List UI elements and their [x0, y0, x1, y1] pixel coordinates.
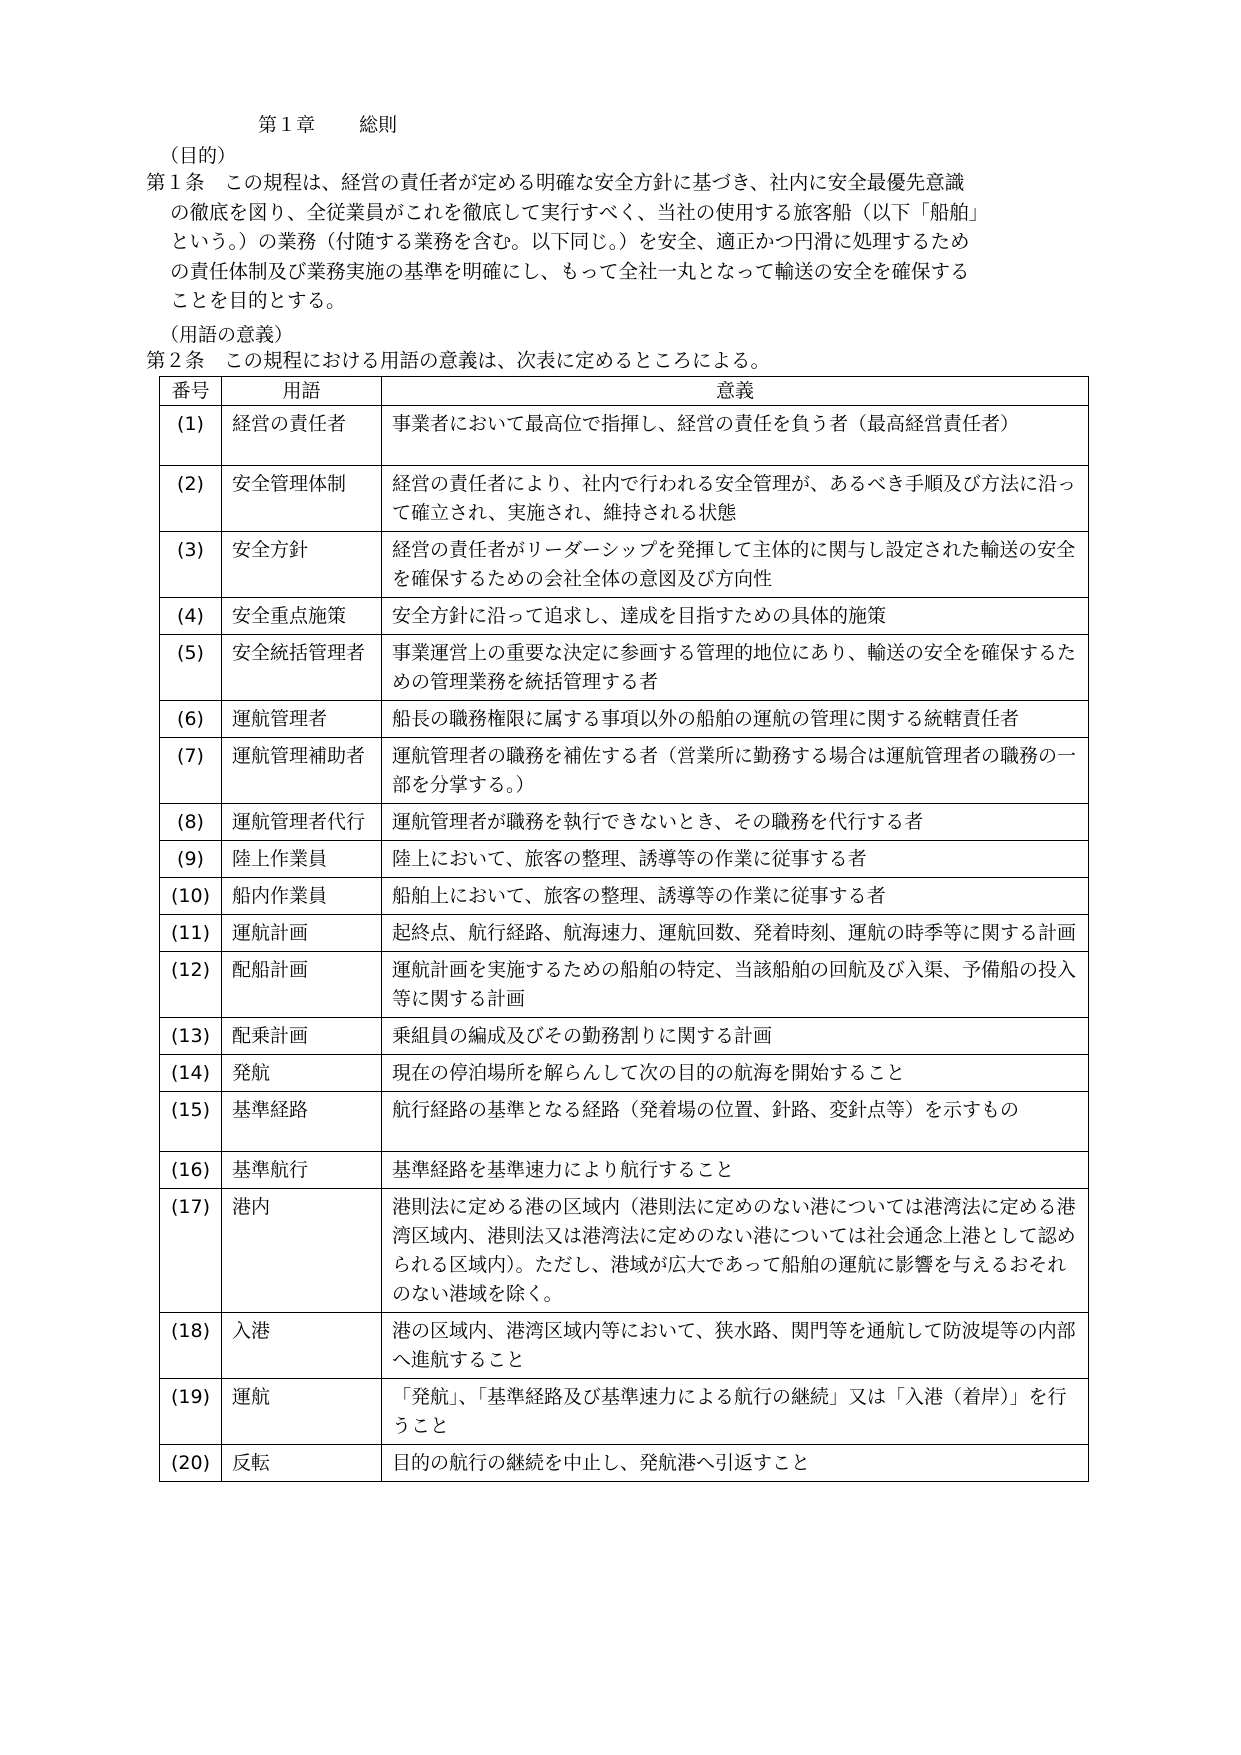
row-number: (17) [160, 1189, 222, 1313]
row-number: (12) [160, 952, 222, 1018]
table-row [160, 915, 1089, 952]
row-number: (3) [160, 532, 222, 598]
article-1-text: この規程は、経営の責任者が定める明確な安全方針に基づき、社内に安全最優先意識 [224, 171, 965, 194]
article-1-line: という。）の業務（付随する業務を含む。以下同じ。）を安全、適正かつ円滑に処理するため [170, 230, 970, 253]
table-row [160, 406, 1089, 466]
table-row [160, 701, 1089, 738]
row-number: (6) [160, 701, 222, 738]
row-term: 陸上作業員 [222, 841, 382, 878]
row-term: 運航管理補助者 [222, 738, 382, 804]
row-number: (20) [160, 1445, 222, 1482]
article-1-caption: （目的） [160, 145, 237, 167]
row-meaning: 基準経路を基準速力により航行すること [382, 1152, 1089, 1189]
table-row [160, 878, 1089, 915]
row-number: (15) [160, 1092, 222, 1152]
row-meaning: 事業運営上の重要な決定に参画する管理的地位にあり、輸送の安全を確保するための管理業務を統括管理する者 [382, 635, 1089, 701]
row-meaning: 目的の航行の継続を中止し、発航港へ引返すこと [382, 1445, 1089, 1482]
table-row [160, 532, 1089, 598]
row-number: (7) [160, 738, 222, 804]
table-row [160, 1445, 1089, 1482]
row-term: 配船計画 [222, 952, 382, 1018]
header-meaning: 意義 [382, 377, 1089, 406]
article-2 [146, 346, 1090, 376]
table-row [160, 1379, 1089, 1445]
article-2-label: 第２条 [146, 349, 205, 372]
row-number: (13) [160, 1018, 222, 1055]
row-meaning: 経営の責任者により、社内で行われる安全管理が、あるべき手順及び方法に沿って確立され、実施され、維持される状態 [382, 466, 1089, 532]
row-number: (10) [160, 878, 222, 915]
article-1 [146, 168, 1090, 316]
row-meaning: 運航計画を実施するための船舶の特定、当該船舶の回航及び入渠、予備船の投入等に関する計画 [382, 952, 1089, 1018]
row-meaning: 船長の職務権限に属する事項以外の船舶の運航の管理に関する統轄責任者 [382, 701, 1089, 738]
article-1-line: の責任体制及び業務実施の基準を明確にし、もって全社一丸となって輸送の安全を確保する [170, 259, 970, 283]
row-number: (4) [160, 598, 222, 635]
row-term: 運航 [222, 1379, 382, 1445]
article-1-first-line [146, 168, 1090, 198]
row-meaning: 陸上において、旅客の整理、誘導等の作業に従事する者 [382, 841, 1089, 878]
row-number: (8) [160, 804, 222, 841]
chapter-number: 第１章 [258, 114, 316, 136]
row-term: 船内作業員 [222, 878, 382, 915]
table-row [160, 804, 1089, 841]
row-meaning: 現在の停泊場所を解らんして次の目的の航海を開始すること [382, 1055, 1089, 1092]
row-term: 安全重点施策 [222, 598, 382, 635]
header-number: 番号 [160, 377, 222, 406]
article-2-line [146, 346, 1090, 376]
table-row [160, 635, 1089, 701]
table-row [160, 841, 1089, 878]
row-meaning: 港の区域内、港湾区域内等において、狭水路、関門等を通航して防波堤等の内部へ進航すること [382, 1313, 1089, 1379]
table-row [160, 1313, 1089, 1379]
row-meaning: 航行経路の基準となる経路（発着場の位置、針路、変針点等）を示すもの [382, 1092, 1089, 1152]
row-term: 運航管理者 [222, 701, 382, 738]
row-meaning: 事業者において最高位で指揮し、経営の責任を負う者（最高経営責任者） [382, 406, 1089, 466]
row-number: (11) [160, 915, 222, 952]
row-meaning: 船舶上において、旅客の整理、誘導等の作業に従事する者 [382, 878, 1089, 915]
table-row [160, 466, 1089, 532]
row-number: (16) [160, 1152, 222, 1189]
row-meaning: 運航管理者の職務を補佐する者（営業所に勤務する場合は運航管理者の職務の一部を分掌する。） [382, 738, 1089, 804]
article-1-line: の徹底を図り、全従業員がこれを徹底して実行すべく、当社の使用する旅客船（以下「船舶」 [170, 200, 989, 224]
row-number: (1) [160, 406, 222, 466]
table-row [160, 738, 1089, 804]
article-2-caption: （用語の意義） [160, 324, 294, 346]
row-term: 反転 [222, 1445, 382, 1482]
row-term: 運航管理者代行 [222, 804, 382, 841]
table-row [160, 598, 1089, 635]
table-row [160, 1018, 1089, 1055]
article-1-label: 第１条 [146, 171, 205, 194]
chapter-heading [258, 110, 397, 137]
row-meaning: 乗組員の編成及びその勤務割りに関する計画 [382, 1018, 1089, 1055]
row-number: (14) [160, 1055, 222, 1092]
row-number: (9) [160, 841, 222, 878]
row-term: 経営の責任者 [222, 406, 382, 466]
row-term: 安全管理体制 [222, 466, 382, 532]
header-term: 用語 [222, 377, 382, 406]
row-term: 基準経路 [222, 1092, 382, 1152]
row-term: 発航 [222, 1055, 382, 1092]
row-meaning: 港則法に定める港の区域内（港則法に定めのない港については港湾法に定める港湾区域内、港則法又は港湾法に定めのない港については社会通念上港として認められる区域内）。ただし、港域が広大であって船舶の運航に影響を与えるおそれのない港域を除く。 [382, 1189, 1089, 1313]
terms-table [159, 376, 1089, 1482]
article-1-line: ことを目的とする。 [170, 289, 346, 312]
row-meaning: 安全方針に沿って追求し、達成を目指すための具体的施策 [382, 598, 1089, 635]
article-2-text: この規程における用語の意義は、次表に定めるところによる。 [224, 349, 771, 372]
row-term: 基準航行 [222, 1152, 382, 1189]
table-row [160, 1189, 1089, 1313]
row-term: 安全方針 [222, 532, 382, 598]
table-row [160, 1092, 1089, 1152]
row-number: (5) [160, 635, 222, 701]
row-term: 港内 [222, 1189, 382, 1313]
row-meaning: 「発航」、「基準経路及び基準速力による航行の継続」又は「入港（着岸）」を行うこと [382, 1379, 1089, 1445]
row-term: 配乗計画 [222, 1018, 382, 1055]
row-number: (18) [160, 1313, 222, 1379]
row-meaning: 運航管理者が職務を執行できないとき、その職務を代行する者 [382, 804, 1089, 841]
table-row [160, 1055, 1089, 1092]
row-term: 入港 [222, 1313, 382, 1379]
chapter-title: 総則 [359, 114, 398, 136]
table-header-row [160, 377, 1089, 406]
row-meaning: 経営の責任者がリーダーシップを発揮して主体的に関与し設定された輸送の安全を確保するための会社全体の意図及び方向性 [382, 532, 1089, 598]
row-term: 安全統括管理者 [222, 635, 382, 701]
row-meaning: 起終点、航行経路、航海速力、運航回数、発着時刻、運航の時季等に関する計画 [382, 915, 1089, 952]
table-row [160, 1152, 1089, 1189]
row-number: (19) [160, 1379, 222, 1445]
table-row [160, 952, 1089, 1018]
row-number: (2) [160, 466, 222, 532]
row-term: 運航計画 [222, 915, 382, 952]
